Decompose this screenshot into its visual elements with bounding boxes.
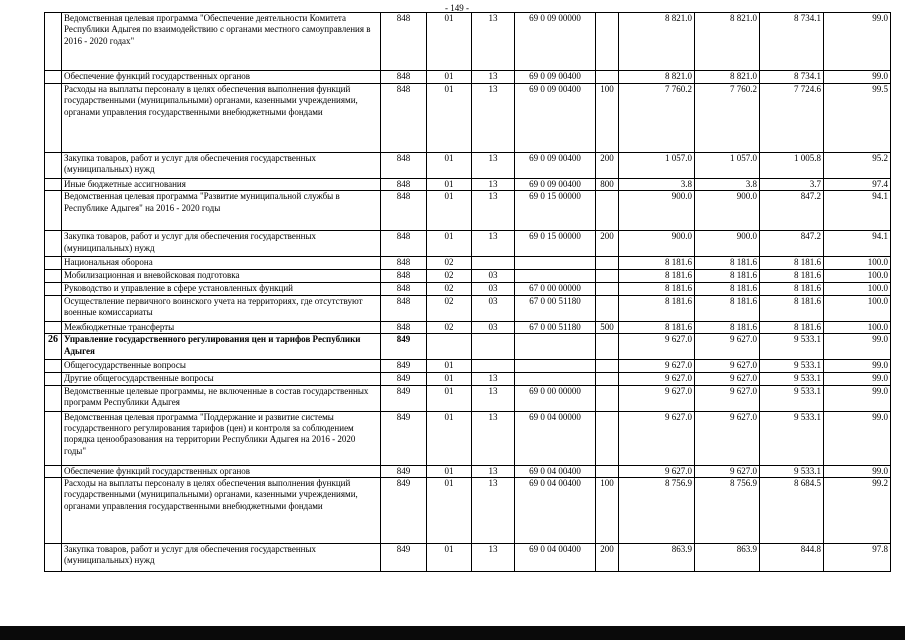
target-article-code-cell [515,373,596,385]
target-article-code-cell: 67 0 00 51180 [515,295,596,321]
revised-amount-cell: 8 181.6 [695,270,760,283]
target-article-code-cell [515,257,596,270]
target-article-code-cell: 69 0 00 00000 [515,385,596,411]
subsection-code-cell [472,334,515,360]
approved-amount-cell: 8 181.6 [619,321,695,333]
table-row [45,334,891,360]
ved-code-cell: 849 [381,478,427,544]
revised-amount-cell: 900.0 [695,191,760,231]
execution-percent-cell: 100.0 [824,321,891,333]
revised-amount-cell: 8 756.9 [695,478,760,544]
section-code-cell: 01 [427,544,472,572]
row-number-cell [45,231,62,257]
target-article-code-cell: 69 0 15 00000 [515,231,596,257]
revised-amount-cell: 1 057.0 [695,153,760,179]
approved-amount-cell: 9 627.0 [619,360,695,373]
section-code-cell: 01 [427,373,472,385]
row-number-cell [45,153,62,179]
approved-amount-cell: 9 627.0 [619,385,695,411]
ved-code-cell: 849 [381,373,427,385]
row-number-cell: 26 [45,334,62,360]
ved-code-cell: 849 [381,334,427,360]
expense-type-code-cell [596,411,619,465]
subsection-code-cell: 13 [472,385,515,411]
executed-amount-cell: 8 181.6 [760,321,824,333]
executed-amount-cell: 3.7 [760,179,824,191]
executed-amount-cell: 8 684.5 [760,478,824,544]
revised-amount-cell: 900.0 [695,231,760,257]
executed-amount-cell: 844.8 [760,544,824,572]
section-code-cell: 01 [427,360,472,373]
section-code-cell: 02 [427,283,472,295]
section-code-cell: 01 [427,71,472,84]
approved-amount-cell: 8 756.9 [619,478,695,544]
expense-type-code-cell: 100 [596,84,619,153]
table-row [45,179,891,191]
section-code-cell: 01 [427,411,472,465]
subsection-code-cell: 13 [472,179,515,191]
execution-percent-cell: 97.8 [824,544,891,572]
executed-amount-cell: 847.2 [760,231,824,257]
revised-amount-cell: 9 627.0 [695,334,760,360]
expense-type-code-cell [596,257,619,270]
expense-type-code-cell [596,71,619,84]
item-name-cell: Национальная оборона [62,257,381,270]
section-code-cell: 01 [427,478,472,544]
table-row [45,373,891,385]
expense-type-code-cell [596,465,619,477]
approved-amount-cell: 8 821.0 [619,13,695,71]
ved-code-cell: 848 [381,231,427,257]
executed-amount-cell: 9 533.1 [760,411,824,465]
table-row [45,544,891,572]
revised-amount-cell: 9 627.0 [695,465,760,477]
item-name-cell: Ведомственная целевая программа "Развитие муниципальной службы в Республике Адыгея" на 2016 - 2020 годы [62,191,381,231]
section-code-cell: 01 [427,179,472,191]
subsection-code-cell: 13 [472,465,515,477]
revised-amount-cell: 8 181.6 [695,257,760,270]
revised-amount-cell: 863.9 [695,544,760,572]
section-code-cell: 02 [427,295,472,321]
expense-type-code-cell [596,295,619,321]
execution-percent-cell: 99.0 [824,334,891,360]
ved-code-cell: 848 [381,71,427,84]
budget-table [44,12,891,572]
revised-amount-cell: 8 821.0 [695,13,760,71]
revised-amount-cell: 8 181.6 [695,283,760,295]
page-number: - 149 - [445,3,469,13]
target-article-code-cell [515,360,596,373]
item-name-cell: Осуществление первичного воинского учета на территориях, где отсутствуют военные комиссариаты [62,295,381,321]
ved-code-cell: 848 [381,321,427,333]
approved-amount-cell: 900.0 [619,191,695,231]
table-row [45,411,891,465]
row-number-cell [45,13,62,71]
approved-amount-cell: 9 627.0 [619,465,695,477]
revised-amount-cell: 8 821.0 [695,71,760,84]
ved-code-cell: 848 [381,295,427,321]
subsection-code-cell [472,257,515,270]
execution-percent-cell: 100.0 [824,283,891,295]
table-row [45,84,891,153]
approved-amount-cell: 9 627.0 [619,334,695,360]
revised-amount-cell: 9 627.0 [695,360,760,373]
item-name-cell: Обеспечение функций государственных органов [62,71,381,84]
table-row [45,13,891,71]
section-code-cell: 02 [427,257,472,270]
revised-amount-cell: 8 181.6 [695,295,760,321]
ved-code-cell: 848 [381,270,427,283]
approved-amount-cell: 1 057.0 [619,153,695,179]
approved-amount-cell: 8 181.6 [619,257,695,270]
execution-percent-cell: 99.2 [824,478,891,544]
approved-amount-cell: 9 627.0 [619,373,695,385]
execution-percent-cell: 99.0 [824,13,891,71]
executed-amount-cell: 8 734.1 [760,71,824,84]
target-article-code-cell [515,334,596,360]
target-article-code-cell [515,270,596,283]
ved-code-cell: 848 [381,257,427,270]
expense-type-code-cell [596,283,619,295]
ved-code-cell: 849 [381,411,427,465]
subsection-code-cell: 13 [472,153,515,179]
subsection-code-cell [472,360,515,373]
row-number-cell [45,84,62,153]
item-name-cell: Общегосударственные вопросы [62,360,381,373]
subsection-code-cell: 13 [472,478,515,544]
ved-code-cell: 848 [381,283,427,295]
subsection-code-cell: 13 [472,544,515,572]
section-code-cell: 01 [427,153,472,179]
row-number-cell [45,321,62,333]
row-number-cell [45,411,62,465]
table-row [45,321,891,333]
expense-type-code-cell [596,385,619,411]
approved-amount-cell: 863.9 [619,544,695,572]
item-name-cell: Расходы на выплаты персоналу в целях обеспечения выполнения функций государственными (муниципальными) органами, казенными учреждениями, органами управления государственными внебюджетными фондами [62,84,381,153]
target-article-code-cell: 69 0 15 00000 [515,191,596,231]
expense-type-code-cell: 200 [596,153,619,179]
section-code-cell: 01 [427,465,472,477]
row-number-cell [45,191,62,231]
row-number-cell [45,360,62,373]
table-row [45,257,891,270]
subsection-code-cell: 03 [472,295,515,321]
expense-type-code-cell [596,360,619,373]
executed-amount-cell: 9 533.1 [760,334,824,360]
approved-amount-cell: 8 181.6 [619,295,695,321]
target-article-code-cell: 69 0 09 00400 [515,153,596,179]
ved-code-cell: 849 [381,385,427,411]
expense-type-code-cell [596,373,619,385]
ved-code-cell: 848 [381,191,427,231]
section-code-cell: 02 [427,270,472,283]
expense-type-code-cell: 200 [596,231,619,257]
executed-amount-cell: 8 181.6 [760,257,824,270]
item-name-cell: Ведомственная целевая программа "Обеспечение деятельности Комитета Республики Адыгея по взаимодействию с органами местного самоуправления в 2016 - 2020 годах" [62,13,381,71]
item-name-cell: Расходы на выплаты персоналу в целях обеспечения выполнения функций государственными (муниципальными) органами, казенными учреждениями, органами управления государственными внебюджетными фондами [62,478,381,544]
target-article-code-cell: 69 0 09 00400 [515,71,596,84]
execution-percent-cell: 94.1 [824,191,891,231]
expense-type-code-cell [596,270,619,283]
section-code-cell: 01 [427,385,472,411]
ved-code-cell: 848 [381,179,427,191]
table-row [45,71,891,84]
row-number-cell [45,385,62,411]
revised-amount-cell: 7 760.2 [695,84,760,153]
ved-code-cell: 849 [381,465,427,477]
executed-amount-cell: 9 533.1 [760,465,824,477]
subsection-code-cell: 13 [472,231,515,257]
item-name-cell: Другие общегосударственные вопросы [62,373,381,385]
section-code-cell: 01 [427,231,472,257]
item-name-cell: Закупка товаров, работ и услуг для обеспечения государственных (муниципальных) нужд [62,544,381,572]
target-article-code-cell: 69 0 04 00000 [515,411,596,465]
executed-amount-cell: 9 533.1 [760,385,824,411]
item-name-cell: Закупка товаров, работ и услуг для обеспечения государственных (муниципальных) нужд [62,231,381,257]
item-name-cell: Мобилизационная и вневойсковая подготовка [62,270,381,283]
executed-amount-cell: 9 533.1 [760,360,824,373]
subsection-code-cell: 03 [472,270,515,283]
row-number-cell [45,71,62,84]
item-name-cell: Ведомственные целевые программы, не включенные в состав государственных программ Республики Адыгея [62,385,381,411]
revised-amount-cell: 9 627.0 [695,373,760,385]
execution-percent-cell: 99.0 [824,411,891,465]
subsection-code-cell: 13 [472,13,515,71]
revised-amount-cell: 9 627.0 [695,411,760,465]
target-article-code-cell: 69 0 04 00400 [515,465,596,477]
subsection-code-cell: 13 [472,411,515,465]
executed-amount-cell: 1 005.8 [760,153,824,179]
execution-percent-cell: 99.0 [824,373,891,385]
revised-amount-cell: 9 627.0 [695,385,760,411]
subsection-code-cell: 03 [472,283,515,295]
table-row [45,385,891,411]
table-row [45,283,891,295]
table-row [45,295,891,321]
row-number-cell [45,544,62,572]
item-name-cell: Межбюджетные трансферты [62,321,381,333]
ved-code-cell: 848 [381,13,427,71]
row-number-cell [45,478,62,544]
expense-type-code-cell: 200 [596,544,619,572]
executed-amount-cell: 7 724.6 [760,84,824,153]
execution-percent-cell: 99.0 [824,385,891,411]
target-article-code-cell: 69 0 04 00400 [515,544,596,572]
approved-amount-cell: 9 627.0 [619,411,695,465]
table-row [45,270,891,283]
section-code-cell: 01 [427,13,472,71]
execution-percent-cell: 100.0 [824,270,891,283]
expense-type-code-cell [596,191,619,231]
row-number-cell [45,295,62,321]
execution-percent-cell: 99.0 [824,465,891,477]
section-code-cell [427,334,472,360]
subsection-code-cell: 13 [472,84,515,153]
expense-type-code-cell: 500 [596,321,619,333]
subsection-code-cell: 13 [472,71,515,84]
executed-amount-cell: 8 181.6 [760,295,824,321]
executed-amount-cell: 847.2 [760,191,824,231]
target-article-code-cell: 69 0 09 00000 [515,13,596,71]
table-row [45,191,891,231]
item-name-cell: Руководство и управление в сфере установленных функций [62,283,381,295]
approved-amount-cell: 3.8 [619,179,695,191]
target-article-code-cell: 67 0 00 51180 [515,321,596,333]
row-number-cell [45,257,62,270]
scan-bottom-edge [0,626,905,640]
subsection-code-cell: 03 [472,321,515,333]
item-name-cell: Ведомственная целевая программа "Поддержание и развитие системы государственного регулирования тарифов (цен) и контроля за соблюдением порядка ценообразования на территории Республики Адыгея на 2016 - 2020 годы" [62,411,381,465]
ved-code-cell: 848 [381,84,427,153]
approved-amount-cell: 900.0 [619,231,695,257]
section-code-cell: 01 [427,191,472,231]
table-row [45,231,891,257]
executed-amount-cell: 9 533.1 [760,373,824,385]
subsection-code-cell: 13 [472,191,515,231]
execution-percent-cell: 95.2 [824,153,891,179]
expense-type-code-cell: 800 [596,179,619,191]
execution-percent-cell: 94.1 [824,231,891,257]
execution-percent-cell: 99.0 [824,360,891,373]
revised-amount-cell: 8 181.6 [695,321,760,333]
expense-type-code-cell: 100 [596,478,619,544]
target-article-code-cell: 69 0 09 00400 [515,84,596,153]
section-code-cell: 01 [427,84,472,153]
table-row [45,360,891,373]
table-row [45,465,891,477]
ved-code-cell: 849 [381,360,427,373]
expense-type-code-cell [596,334,619,360]
approved-amount-cell: 8 821.0 [619,71,695,84]
expense-type-code-cell [596,13,619,71]
item-name-cell: Закупка товаров, работ и услуг для обеспечения государственных (муниципальных) нужд [62,153,381,179]
approved-amount-cell: 8 181.6 [619,270,695,283]
approved-amount-cell: 8 181.6 [619,283,695,295]
target-article-code-cell: 69 0 09 00400 [515,179,596,191]
table-row [45,153,891,179]
execution-percent-cell: 100.0 [824,295,891,321]
item-name-cell: Иные бюджетные ассигнования [62,179,381,191]
row-number-cell [45,283,62,295]
execution-percent-cell: 97.4 [824,179,891,191]
approved-amount-cell: 7 760.2 [619,84,695,153]
subsection-code-cell: 13 [472,373,515,385]
executed-amount-cell: 8 734.1 [760,13,824,71]
revised-amount-cell: 3.8 [695,179,760,191]
section-code-cell: 02 [427,321,472,333]
execution-percent-cell: 99.0 [824,71,891,84]
target-article-code-cell: 69 0 04 00400 [515,478,596,544]
executed-amount-cell: 8 181.6 [760,270,824,283]
ved-code-cell: 848 [381,153,427,179]
execution-percent-cell: 100.0 [824,257,891,270]
row-number-cell [45,465,62,477]
item-name-cell: Управление государственного регулирования цен и тарифов Республики Адыгея [62,334,381,360]
row-number-cell [45,270,62,283]
ved-code-cell: 849 [381,544,427,572]
executed-amount-cell: 8 181.6 [760,283,824,295]
execution-percent-cell: 99.5 [824,84,891,153]
table-row [45,478,891,544]
row-number-cell [45,179,62,191]
row-number-cell [45,373,62,385]
item-name-cell: Обеспечение функций государственных органов [62,465,381,477]
target-article-code-cell: 67 0 00 00000 [515,283,596,295]
